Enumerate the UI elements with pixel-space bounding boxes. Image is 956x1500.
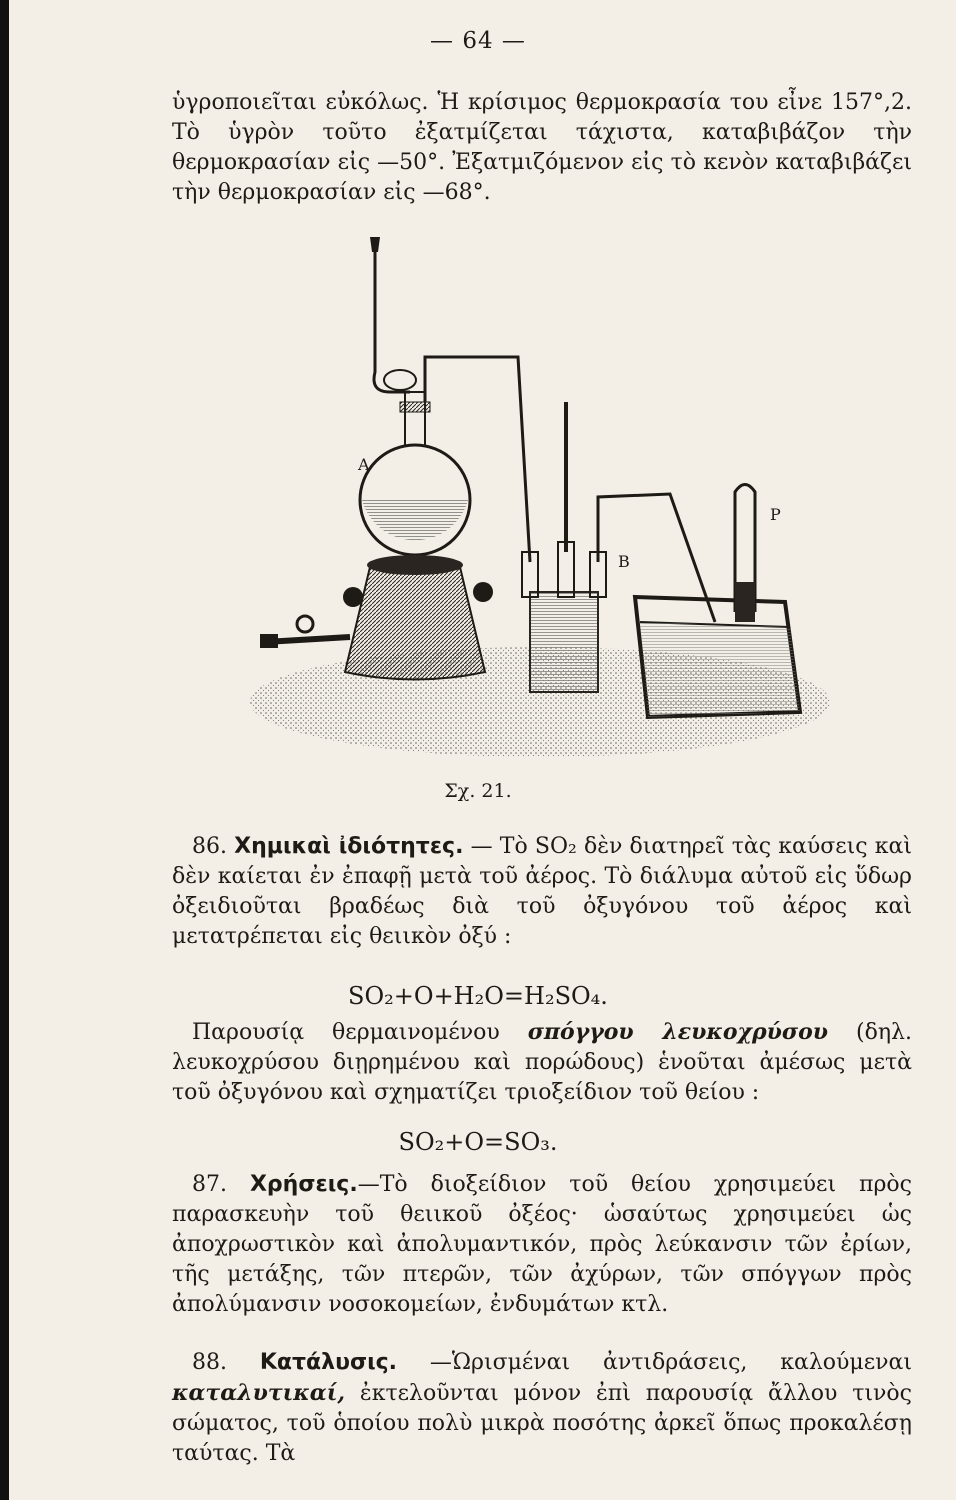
section-number-86: 86. (192, 834, 227, 859)
paragraph-87 (172, 1170, 912, 1320)
burner (345, 562, 485, 680)
section-number-87: 87. (192, 1172, 227, 1197)
label-b: Β (618, 552, 630, 571)
bottle-b (530, 592, 598, 692)
label-p: Ρ (770, 505, 781, 524)
heading-uses: Χρήσεις. (249, 1172, 358, 1197)
paragraph-88 (172, 1348, 912, 1469)
formula-sulfur-trioxide: SO₂+O=SO₃. (398, 1128, 558, 1156)
text-platinum-before: Παρουσίᾳ θερμαινομένου (192, 1020, 500, 1045)
apparatus-illustration (240, 232, 840, 772)
page-number: — 64 — (430, 28, 526, 54)
text-87: —Τὸ διοξείδιον τοῦ θείου χρησιμεύει πρὸς παρασκευὴν τοῦ θειικοῦ ὀξέος· ὡσαύτως χρησιμεύει ὡς ἀποχρωστικὸν καὶ ἀπολυμαντικόν, πρὸς λεύκανσιν τῶν ἐρίων, τῆς μετάξης, τῶν πτερῶν, τῶν ἀχύρων, τῶν σπόγγων πρὸς ἀπολύμανσιν νοσοκομείων, ἐνδυμάτων κτλ. (172, 1172, 912, 1317)
text-platinum-after: (δηλ. λευκοχρύσου διῃρημένου καὶ πορώδους) ἑνοῦται ἀμέσως μετὰ τοῦ ὀξυγόνου καὶ σχηματίζει τριοξείδιον τοῦ θείου : (172, 1020, 912, 1105)
emphasis-catalytic: καταλυτικαί, (172, 1380, 346, 1406)
paragraph-platinum (172, 1017, 912, 1108)
section-number-88: 88. (192, 1350, 227, 1375)
label-a: Α (358, 455, 370, 474)
text-88-before: —Ὡρισμέναι ἀντιδράσεις, καλούμεναι (429, 1350, 912, 1375)
scan-left-edge (0, 0, 9, 1500)
flask-neck (405, 392, 425, 452)
paragraph-intro: ὑγροποιεῖται εὐκόλως. Ἡ κρίσιμος θερμοκρασία του εἶνε 157°,2. Τὸ ὑγρὸν τοῦτο ἐξατμίζεται τάχιστα, καταβιβάζον τὴν θερμοκρασίαν εἰς —50°. Ἐξατμιζόμενον εἰς τὸ κενὸν καταβιβάζει τὴν θερμοκρασίαν εἰς —68°. (172, 90, 912, 205)
heading-chemical-properties: Χημικαὶ ἰδιότητες. (234, 834, 464, 859)
delivery-tube-2 (598, 494, 715, 622)
paragraph-86 (172, 832, 912, 952)
text-88-after: ἐκτελοῦνται μόνον ἐπὶ παρουσίᾳ ἄλλου τινὸς σώματος, τοῦ ὁποίου πολὺ μικρὰ ποσότης ἀρκεῖ ὅπως προκαλέσῃ ταύτας. Τὰ (172, 1381, 913, 1466)
figure-caption: Σχ. 21. (444, 780, 512, 802)
emphasis-platinum-sponge: σπόγγου λευκοχρύσου (527, 1019, 829, 1045)
formula-sulfuric-acid: SO₂+O+H₂O=H₂SO₄. (348, 982, 608, 1010)
heading-catalysis: Κατάλυσις. (259, 1350, 398, 1375)
figure-apparatus (240, 232, 840, 772)
text-86: — Τὸ SO₂ δὲν διατηρεῖ τὰς καύσεις καὶ δὲν καίεται ἐν ἐπαφῇ μετὰ τοῦ ἀέρος. Τὸ διάλυμα αὐτοῦ εἰς ὕδωρ ὀξειδιοῦται βραδέως διὰ τοῦ ὀξυγόνου τοῦ ἀέρος καὶ μετατρέπεται εἰς θειικὸν ὀξύ : (172, 834, 913, 949)
